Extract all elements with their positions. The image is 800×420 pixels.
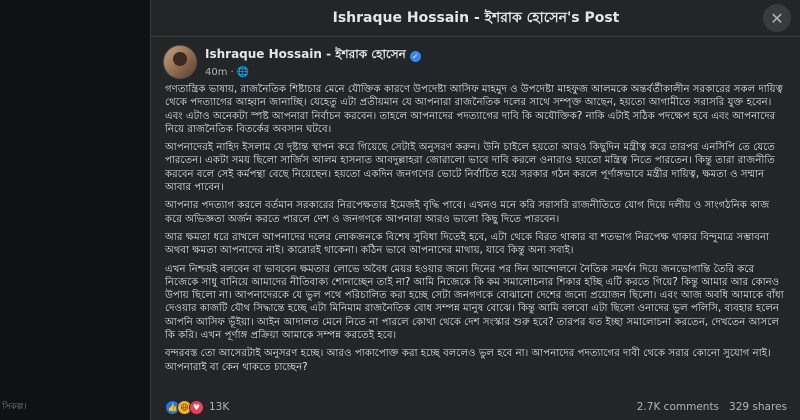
haha-icon: 😆 <box>177 400 192 415</box>
comments-count[interactable]: 2.7K comments <box>636 401 720 413</box>
author-meta <box>205 46 421 78</box>
post-meta <box>205 67 421 78</box>
post-paragraph: বন্দরবস্ত তো আসেরটাই অনুসরণ হচ্ছে। আরও পাকাপোক্ত করা হচ্ছে বললেও ভুল হবে না। আপনাদের পদত্যাগের দাবী থেকে সরার কোনো সুযোগ নাই। আপনারাই বা কেন থাকতে চাচ্ছেন? <box>165 348 771 373</box>
globe-icon: 🌐 <box>236 67 250 78</box>
post-body <box>151 83 800 374</box>
separator-dot: · <box>230 67 234 78</box>
reactions-bar <box>151 397 800 417</box>
engagement-counts <box>637 401 787 413</box>
post-paragraph: আপনার পদত্যাগ করলে বর্তমান সরকারের নিরপেক্ষতার ইমেজই বৃদ্ধি পাবে। এখনও মনে করি সরাসরি রাজনীতিতে যোগ দিয়ে দলীয় ও সাংগঠনিক কাজ করে অভিজ্ঞতা অর্জন করতে পারলে দেশ ও জনগণকে আপনারা আরও ভালো কিছু দিতে পারবেন। <box>165 200 770 225</box>
post-author <box>151 37 800 83</box>
modal-header <box>151 0 800 37</box>
post-time[interactable]: 40m <box>205 67 228 78</box>
background-feed-left <box>0 0 150 420</box>
like-icon: 👍 <box>165 400 180 415</box>
post-modal <box>150 0 800 420</box>
reaction-count[interactable]: 13K <box>209 401 230 413</box>
post-paragraph: আর ক্ষমতা ধরে রাখলে আপনাদের দলের লোকজনকে বিশেষ সুবিধা দিতেই হবে, এটা থেকে বিরত থাকার বা শতভাগ নিরপেক্ষ থাকার বিন্দুমাত্র সম্ভাবনা অথবা ক্ষমতা আপনাদের নাই। কারোরই থাকেনা। কঠিন ভাবে আপনাদের মাথায়, যাবে কিন্তু অন্য সবাই। <box>165 231 769 257</box>
post-paragraph: গণতান্ত্রিক ভাষায়, রাজনৈতিক শিষ্টাচার মেনে যৌক্তিক কারণে উপদেষ্টা আসিফ মাহমুদ ও উপদেষ্টা মাহফুজ আলমকে অন্তর্বর্তীকালীন সরকারের সকল দায়িত্ব থেকে পদত্যাগের আহ্বান জানাচ্ছি। যেহেতু এটা প্রতীয়মান যে আপনারা রাজনৈতিক দলের সাথে সম্পৃক্ত আছেন, হয়তো আগামীতে সরাসরি যুক্ত হবেন। এবং এটাও অনেকটা স্পষ্ট আপনারা নির্বাচন করবেন। তাহলে আপনাদের পদত্যাগের দাবি কি অযৌক্তিক? নাকি এটাই সঠিক পদক্ষেপ হবে এবং আপনাদের নিয়ে রাজনৈতিক বিতর্কের অবসান ঘটবে। <box>165 84 783 135</box>
modal-title: Ishraque Hossain - ইশরাক হোসেন's Post <box>332 10 620 26</box>
avatar[interactable] <box>163 45 197 79</box>
author-name-row <box>205 46 421 66</box>
background-edge-text: সিকল্প। <box>2 402 27 412</box>
author-name[interactable]: Ishraque Hossain - ইশরাক হোসেন <box>205 47 406 61</box>
shares-count[interactable]: 329 shares <box>729 401 787 413</box>
verified-badge-icon: ✓ <box>410 51 421 62</box>
love-icon: ♥ <box>189 400 204 415</box>
post-paragraph: এখন নিশ্চয়ই বলবেন বা ভাববেন ক্ষমতার লোভে অবৈধ মেয়র হওয়ার জন্যে দিনের পর দিন আন্দোলনে নৈতিক সমর্থন দিয়ে জনভোগান্তি তৈরি করে নিজেকে সাধু বানিয়ে আমাদের নীতিবাক্য শোনাচ্ছেন তাই না? আমি নিজেকে কি কম সমালোচনার শিকার হচ্ছি এটি করতে গিয়ে? কিন্তু আমার আর কোনও উপায় ছিলো না। আপনাদেরকে যে ভুল পথে পরিচালিত করা হচ্ছে সেটা জনগণকে বোঝানো দেশের জন্যে প্রয়োজন ছিলো। এবং আজ অবধি আমাকে বাঁধা দেওয়ার কাজটি যৌথ সিদ্ধান্তে হচ্ছে এটা মিনিমাম রাজনৈতিক বোধ সম্পন্ন মানুষ বোঝে। কিন্তু আমি বলবো এটা ছিলো ওনাদের ভুল পলিসি, ব্যবহার হলেন আপনি আসিফ ভূঁইয়া। আইন আদালত মেনে নিতে না পারলে কোথা থেকে দেশ সংস্কার শুরু হবে? তারপর যত ইচ্ছা সমালোচনা করতেন, দেখতেন আসলে কি করি। এখন পূর্ণাঙ্গ প্রক্রিয়া আমাকে সম্পন্ন করতেই হবে। <box>165 263 784 342</box>
reaction-icons[interactable] <box>165 400 201 415</box>
close-icon[interactable]: ✕ <box>763 4 791 32</box>
post-paragraph: আপনাদেরই নাহিদ ইসলাম যে দৃষ্টান্ত স্থাপন করে গিয়েছে সেটাই অনুসরণ করুন। উনি চাইলে হয়তো আরও কিছুদিন মন্ত্রীত্ব করে তারপর এনসিপি তে যেতে পারতেন। একটা সময় ছিলো সার্জিস আলম হাসনাত আবদুল্লাহরা জোরালো ভাবে দাবি করলে ওনারাও হয়তো মন্ত্রিত্ব নিতে পারতেন। কিন্তু তারা রাজনীতি করবেন বলে সেই কর্মপন্থা বেছে নিয়েছেন। হয়তো একদিন জনগণের ভোটে নির্বাচিত হয়ে সরকার গঠন করলে পূর্ণাঙ্গভাবে মন্ত্রীর দায়িত্ব, ক্ষমতা ও সম্মান আবার পাবেন। <box>165 142 775 194</box>
